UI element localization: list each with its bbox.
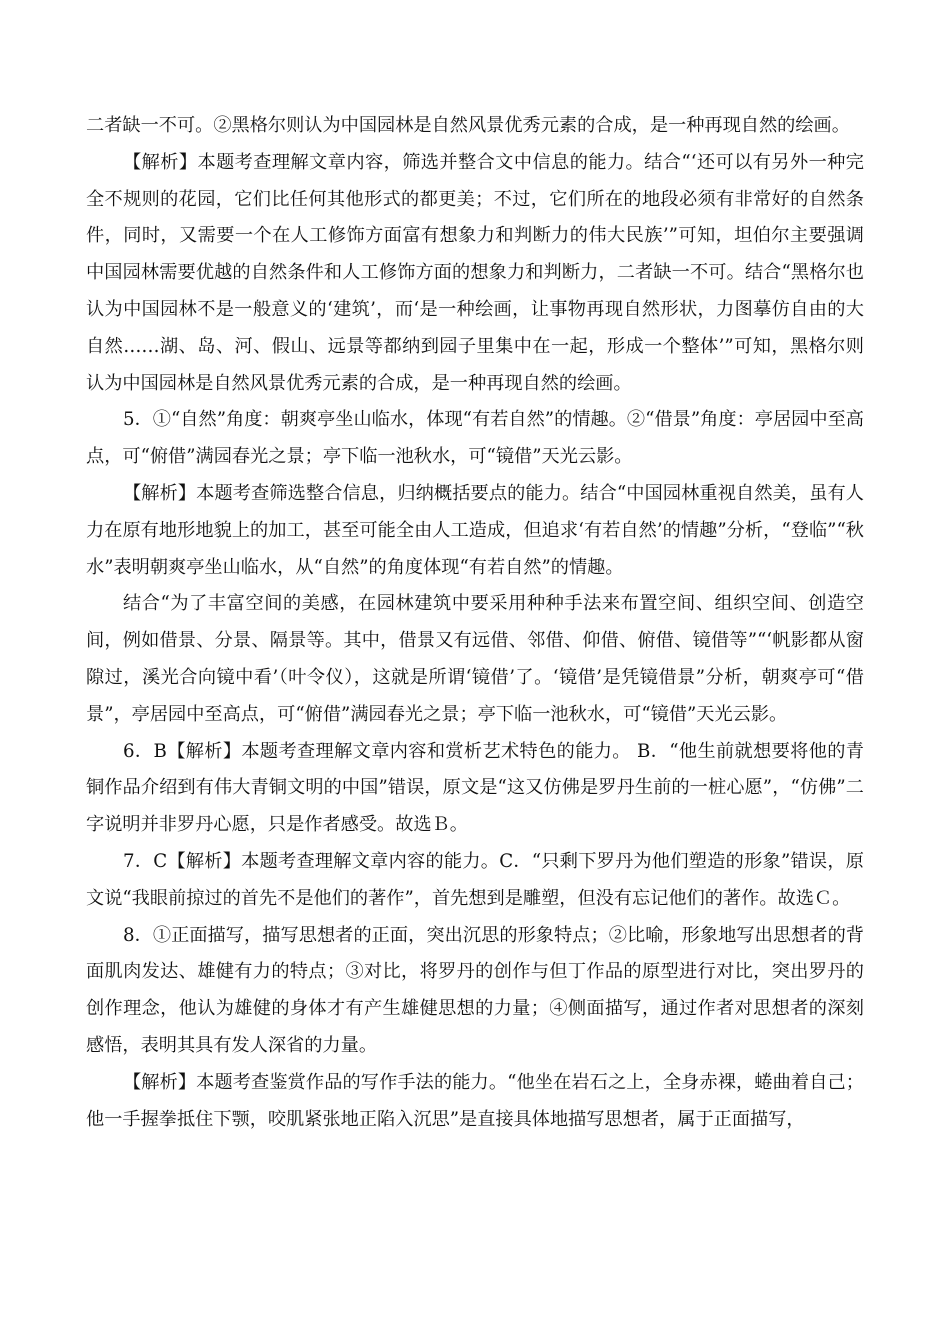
paragraph-analysis-5-part-1: 【解析】本题考查筛选整合信息，归纳概括要点的能力。结合“中国园林重视自然美，虽有人力在原有地形地貌上的加工，甚至可能全由人工造成，但追求‘有若自然’的情趣”分析，“登临”“秋水”表明朝爽亭坐山临水，从“自然”的角度体现“有若自然”的情趣。 (86, 482, 864, 578)
paragraph-answer-5: 5．①“自然”角度：朝爽亭坐山临水，体现“有若自然”的情趣。②“借景”角度：亭居园中至高点，可“俯借”满园春光之景；亭下临一池秋水，可“镜借”天光云影。 (86, 409, 864, 468)
paragraph-answer-7: 7．C【解析】本题考查理解文章内容的能力。C．“只剩下罗丹为他们塑造的形象”错误，原文说“我眼前掠过的首先不是他们的著作”，首先想到是雕塑，但没有忘记他们的著作。故选Ｃ。 (86, 850, 864, 909)
paragraph-analysis-8: 【解析】本题考查鉴赏作品的写作手法的能力。“他坐在岩石之上，全身赤裸，蜷曲着自己；他一手握拳抵住下颚，咬肌紧张地正陷入沉思”是直接具体地描写思想者，属于正面描写， (86, 1071, 864, 1130)
paragraph-answer-4-conclusion: 二者缺一不可。②黑格尔则认为中国园林是自然风景优秀元素的合成，是一种再现自然的绘画。 (86, 115, 850, 136)
paragraph-answer-8: 8．①正面描写，描写思想者的正面，突出沉思的形象特点；②比喻，形象地写出思想者的背面肌肉发达、雄健有力的特点；③对比，将罗丹的创作与但丁作品的原型进行对比，突出罗丹的创作理念，他认为雄健的身体才有产生雄健思想的力量；④侧面描写，通过作者对思想者的深刻感悟，表明其具有发人深省的力量。 (86, 924, 864, 1056)
paragraph-analysis-4: 【解析】本题考查理解文章内容，筛选并整合文中信息的能力。结合“‘还可以有另外一种完全不规则的花园，它们比任何其他形式的都更美；不过，它们所在的地段必须有非常好的自然条件，同时，又需要一个在人工修饰方面富有想象力和判断力的伟大民族’”可知，坦伯尔主要强调中国园林需要优越的自然条件和人工修饰方面的想象力和判断力，二者缺一不可。结合“黑格尔也认为中国园林不是一般意义的‘建筑’，而‘是一种绘画，让事物再现自然形状，力图摹仿自由的大自然……湖、岛、河、假山、远景等都纳到园子里集中在一起，形成一个整体’”可知，黑格尔则认为中国园林是自然风景优秀元素的合成，是一种再现自然的绘画。 (86, 151, 864, 394)
paragraph-analysis-5-part-2: 结合“为了丰富空间的美感，在园林建筑中要采用种种手法来布置空间、组织空间、创造空间，例如借景、分景、隔景等。其中，借景又有远借、邻借、仰借、俯借、镜借等”“‘帆影都从窗隙过，溪光合向镜中看’（叶令仪），这就是所谓‘镜借’了。‘镜借’是凭镜借景”分析，朝爽亭可“借景”，亭居园中至高点，可“俯借”满园春光之景；亭下临一池秋水，可“镜借”天光云影。 (86, 593, 864, 725)
document-page (86, 108, 864, 1138)
paragraph-answer-6: 6．B【解析】本题考查理解文章内容和赏析艺术特色的能力。 B．“他生前就想要将他的青铜作品介绍到有伟大青铜文明的中国”错误，原文是“这又仿佛是罗丹生前的一桩心愿”，“仿佛”二字说明并非罗丹心愿，只是作者感受。故选Ｂ。 (86, 740, 864, 836)
